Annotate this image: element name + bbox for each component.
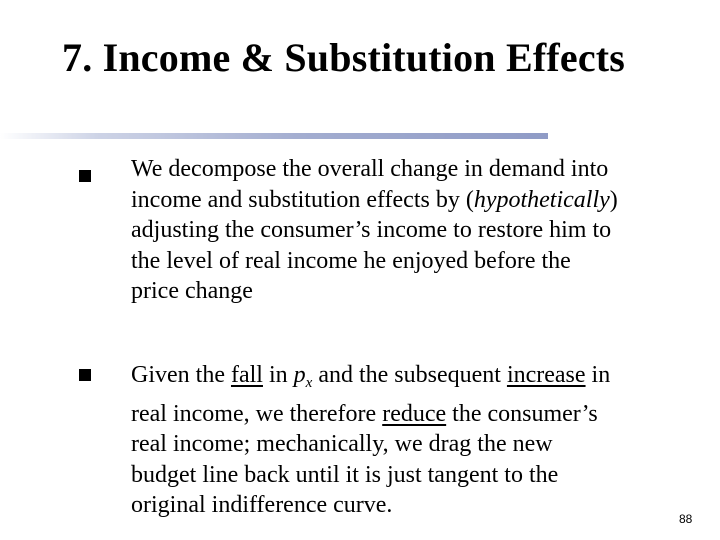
text-line: We decompose the overall change in demand into [131,156,609,182]
bullet-text-2 [131,360,711,521]
text-line: original indifference curve. [131,492,393,518]
variable-p: p [293,362,306,388]
text-line: income and substitution effects by (hypothetically) [131,186,618,213]
slide-title: 7. Income & Substitution Effects [62,35,626,80]
underlined-word: increase [506,362,586,388]
title-divider [0,133,548,139]
subscript-x: x [305,375,313,391]
text-line: real income; mechanically, we drag the new [131,431,553,457]
bullet-text-1 [131,154,711,307]
text-line: Given the fall in $p_x$ and the subsequent increase in [131,362,611,391]
page-number: 88 [679,512,693,526]
text-line: price change [131,278,253,304]
bullet-marker [79,170,91,182]
underlined-word: reduce [382,400,447,427]
text-line: adjusting the consumer’s income to restore him to [131,217,612,243]
text-line: real income, we therefore reduce the consumer’s [131,400,598,427]
emphasis-text: hypothetically [473,186,610,213]
text-line: the level of real income he enjoyed before the [131,247,571,274]
text-line: budget line back until it is just tangent to the [131,461,559,488]
bullet-marker [79,369,91,381]
underlined-word: fall [230,362,263,388]
